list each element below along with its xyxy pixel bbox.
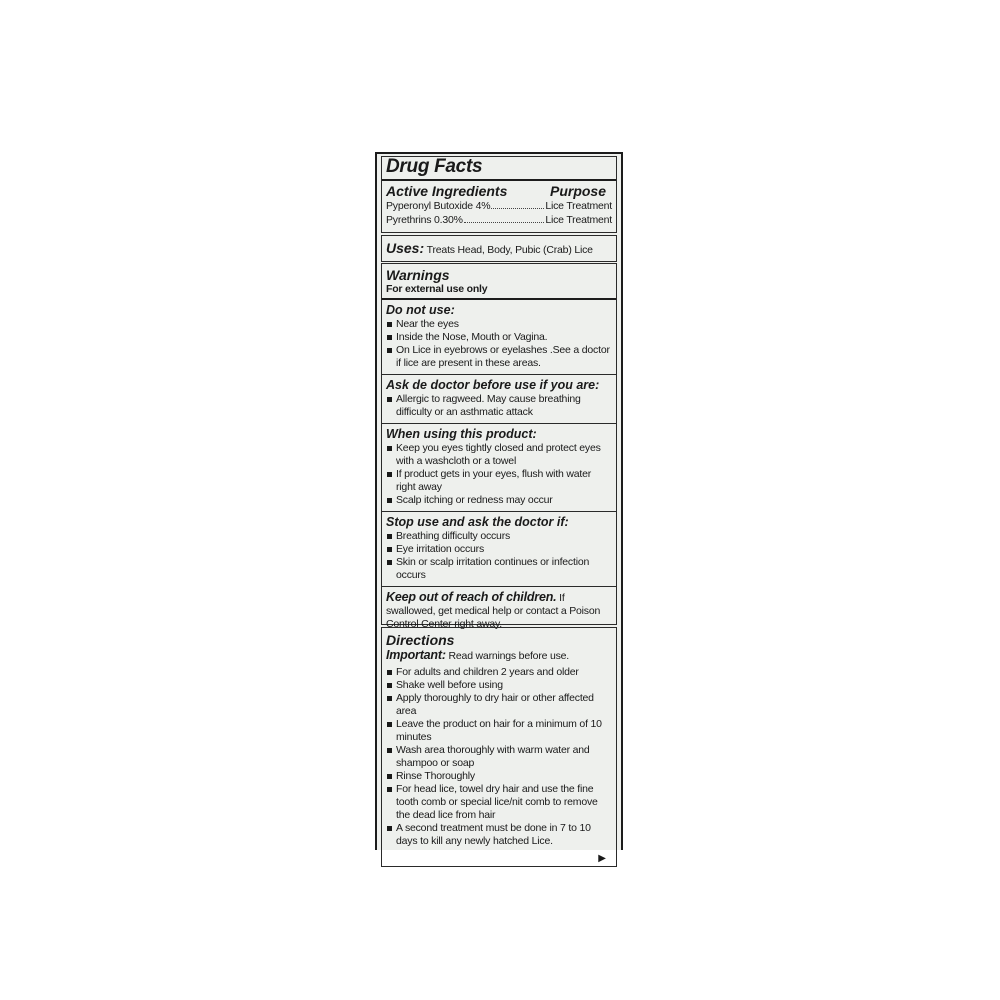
label-title: Drug Facts [386, 156, 483, 177]
list-item: Inside the Nose, Mouth or Vagina. [386, 331, 612, 344]
list-item: Wash area thoroughly with warm water and shampoo or soap [386, 744, 612, 770]
ingredient-name: Pyperonyl Butoxide 4% [386, 200, 491, 212]
stop-use-heading: Stop use and ask the doctor if: [386, 515, 569, 529]
ingredient-name: Pyrethrins 0.30% [386, 214, 463, 226]
list-item: For head lice, towel dry hair and use the fine tooth comb or special lice/nit comb to remove the dead lice from hair [386, 783, 612, 822]
list-item: Scalp itching or redness may occur [386, 494, 612, 507]
leader-dots [491, 199, 544, 209]
list-item: Leave the product on hair for a minimum of 10 minutes [386, 718, 612, 744]
continue-arrow-icon: ▶ [598, 853, 606, 864]
directions-heading: Directions [386, 632, 455, 648]
directions-section [381, 627, 617, 867]
title-section [381, 156, 617, 233]
important-text: Read warnings before use. [445, 650, 570, 662]
divider [382, 374, 616, 375]
ingredient-purpose: Lice Treatment [545, 200, 612, 212]
keep-out-heading: Keep out of reach of children. [386, 590, 557, 604]
list-item: Keep you eyes tightly closed and protect eyes with a washcloth or a towel [386, 442, 612, 468]
important-line [386, 648, 612, 663]
ingredient-row [386, 213, 612, 227]
when-using-heading: When using this product: [386, 427, 537, 441]
directions-list [386, 666, 612, 848]
keep-out-paragraph [386, 590, 612, 631]
drug-facts-label [375, 152, 623, 864]
list-item: Shake well before using [386, 679, 612, 692]
list-item: Rinse Thoroughly [386, 770, 612, 783]
external-use-note: For external use only [386, 283, 488, 295]
list-item: Allergic to ragweed. May cause breathing difficulty or an asthmatic attack [386, 393, 612, 419]
list-item: Eye irritation occurs [386, 543, 612, 556]
warnings-section [381, 263, 617, 630]
divider [382, 586, 616, 587]
when-using-list [386, 442, 612, 507]
keep-out-text: If swallowed, get medical help or contact a Poison Control Center right away. [386, 592, 601, 630]
active-header-row [386, 183, 612, 199]
divider [382, 179, 616, 181]
do-not-use-heading: Do not use: [386, 303, 455, 317]
list-item: If product gets in your eyes, flush with water right away [386, 468, 612, 494]
list-item: On Lice in eyebrows or eyelashes .See a doctor if lice are present in these areas. [386, 344, 612, 370]
uses-section [381, 235, 617, 262]
list-item: Apply thoroughly to dry hair or other affected area [386, 692, 612, 718]
divider [382, 423, 616, 424]
list-item: Skin or scalp irritation continues or infection occurs [386, 556, 612, 582]
ingredient-purpose: Lice Treatment [545, 214, 612, 226]
ask-doctor-heading: Ask de doctor before use if you are: [386, 378, 600, 392]
list-item: A second treatment must be done in 7 to 10 days to kill any newly hatched Lice. [386, 822, 612, 848]
uses-line [386, 236, 612, 258]
divider [382, 298, 616, 300]
list-item: For adults and children 2 years and older [386, 666, 612, 679]
list-item: Breathing difficulty occurs [386, 530, 612, 543]
ask-doctor-list [386, 393, 612, 419]
stop-use-list [386, 530, 612, 582]
uses-text: Treats Head, Body, Pubic (Crab) Lice [424, 244, 593, 256]
active-ingredients-heading: Active Ingredients [386, 183, 508, 199]
leader-dots [464, 213, 545, 223]
important-label: Important: [386, 648, 446, 662]
uses-label: Uses: [386, 240, 425, 256]
warnings-heading: Warnings [386, 267, 450, 283]
divider [382, 511, 616, 512]
ingredient-row [386, 199, 612, 213]
do-not-use-list [386, 318, 612, 370]
purpose-heading: Purpose [549, 183, 606, 199]
list-item: Near the eyes [386, 318, 612, 331]
